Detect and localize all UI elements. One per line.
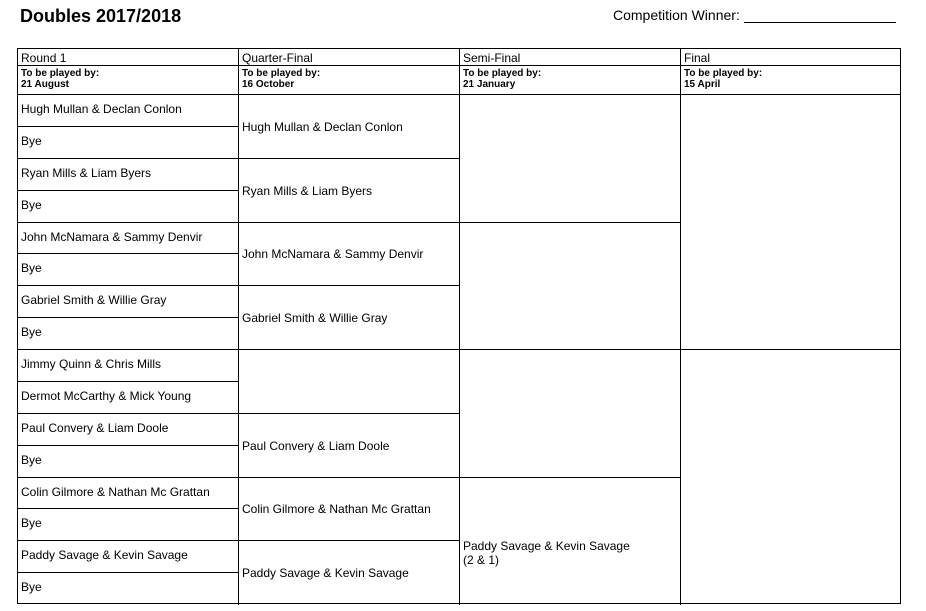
round-1-entry[interactable]: Bye [18, 127, 238, 159]
team-name: Paddy Savage & Kevin Savage [463, 538, 630, 553]
round-1-entry[interactable]: Bye [18, 446, 238, 478]
played-by-label: To be played by: [684, 68, 763, 79]
round-1-entry[interactable]: Bye [18, 191, 238, 223]
competition-winner-blank-line[interactable] [744, 8, 896, 23]
column-header-round-1: Round 1 [18, 49, 238, 66]
round-1-entry[interactable]: Paul Convery & Liam Doole [18, 414, 238, 446]
played-by-date: 21 August [21, 79, 69, 90]
semi-final-slot[interactable] [459, 95, 680, 223]
match-score: (2 & 1) [463, 552, 500, 567]
played-by-label: To be played by: [463, 68, 542, 79]
played-by-date: 15 April [684, 79, 721, 90]
column-date-round-1 [18, 66, 238, 95]
round-1-entry[interactable]: Gabriel Smith & Willie Gray [18, 286, 238, 318]
column-date-quarter-final [238, 66, 459, 95]
column-header-quarter-final: Quarter-Final [238, 49, 459, 66]
round-1-entry[interactable]: Dermot McCarthy & Mick Young [18, 382, 238, 414]
round-1-entry[interactable]: Paddy Savage & Kevin Savage [18, 541, 238, 573]
semi-final-slot[interactable] [459, 223, 680, 350]
competition-winner [613, 7, 896, 23]
tournament-bracket [17, 48, 901, 604]
round-1-entry[interactable]: Jimmy Quinn & Chris Mills [18, 350, 238, 382]
column-header-semi-final: Semi-Final [459, 49, 680, 66]
played-by-label: To be played by: [242, 68, 321, 79]
quarter-final-entry[interactable]: Paul Convery & Liam Doole [238, 414, 459, 478]
quarter-final-entry[interactable]: John McNamara & Sammy Denvir [238, 223, 459, 286]
played-by-date: 21 January [463, 79, 516, 90]
quarter-final-entry[interactable]: Colin Gilmore & Nathan Mc Grattan [238, 478, 459, 541]
column-date-final [680, 66, 900, 95]
semi-final-slot[interactable] [459, 478, 680, 605]
semi-final-slot[interactable] [459, 350, 680, 478]
column-date-semi-final [459, 66, 680, 95]
final-slot[interactable] [680, 95, 900, 350]
played-by-date: 16 October [242, 79, 295, 90]
round-1-entry[interactable]: Bye [18, 254, 238, 286]
round-1-entry[interactable]: Bye [21, 580, 42, 594]
competition-winner-label: Competition Winner: [613, 7, 740, 23]
round-1-entry[interactable]: John McNamara & Sammy Denvir [18, 223, 238, 254]
quarter-final-entry[interactable]: Ryan Mills & Liam Byers [238, 159, 459, 223]
page-title: Doubles 2017/2018 [20, 6, 182, 26]
quarter-final-entry[interactable]: Paddy Savage & Kevin Savage [238, 541, 459, 605]
round-1-entry[interactable]: Colin Gilmore & Nathan Mc Grattan [18, 478, 238, 509]
played-by-label: To be played by: [21, 68, 100, 79]
round-1-entry[interactable]: Bye [18, 509, 238, 541]
round-1-entry[interactable]: Hugh Mullan & Declan Conlon [18, 95, 238, 127]
round-1-entry[interactable]: Bye [18, 318, 238, 350]
final-slot[interactable] [680, 350, 900, 605]
quarter-final-entry[interactable] [238, 350, 459, 414]
round-1-entry[interactable]: Ryan Mills & Liam Byers [18, 159, 238, 191]
column-header-final: Final [680, 49, 900, 66]
quarter-final-entry[interactable]: Hugh Mullan & Declan Conlon [238, 95, 459, 159]
quarter-final-entry[interactable]: Gabriel Smith & Willie Gray [238, 286, 459, 350]
